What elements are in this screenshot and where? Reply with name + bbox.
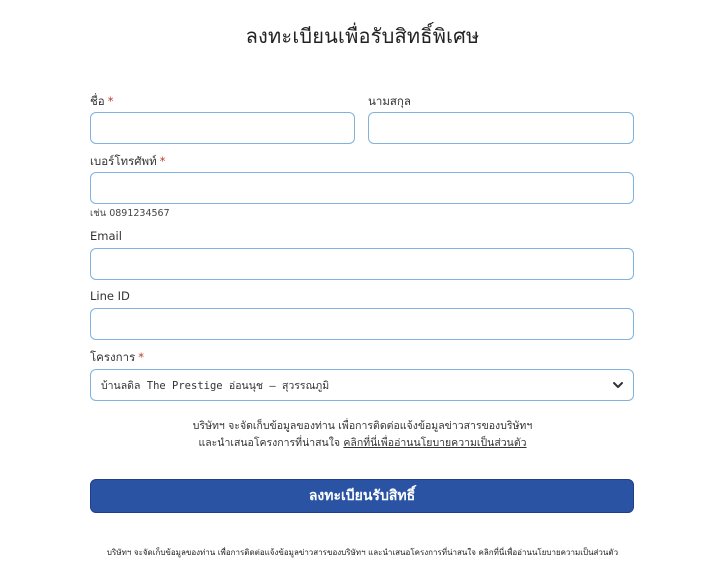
privacy-notice-line2-text: และนำเสนอโครงการที่น่าสนใจ bbox=[198, 437, 341, 449]
project-selected-value: บ้านลดิล The Prestige อ่อนนุช – สุวรรณภูมิ bbox=[101, 379, 330, 392]
privacy-notice-line1: บริษัทฯ จะจัดเก็บข้อมูลของท่าน เพื่อการติดต่อแจ้งข้อมูลข่าวสารของบริษัทฯ bbox=[192, 420, 533, 432]
email-label: Email bbox=[90, 229, 122, 243]
project-select[interactable] bbox=[90, 369, 634, 401]
email-input[interactable] bbox=[90, 248, 634, 280]
project-label-text: โครงการ bbox=[90, 350, 136, 364]
footer-privacy-text: บริษัทฯ จะจัดเก็บข้อมูลของท่าน เพื่อการติดต่อแจ้งข้อมูลข่าวสารของบริษัทฯ และนำเสนอโครงการที่น่าสนใจ คลิกที่นี่เพื่ออ่านนโยบายความเป็นส่วนตัว bbox=[106, 548, 619, 557]
required-mark: * bbox=[107, 94, 114, 108]
phone-label bbox=[90, 153, 165, 171]
first-name-label-text: ชื่อ bbox=[90, 94, 105, 108]
first-name-label bbox=[90, 93, 113, 111]
page-title: ลงทะเบียนเพื่อรับสิทธิ์พิเศษ bbox=[245, 24, 480, 48]
privacy-notice bbox=[90, 418, 635, 452]
first-name-input[interactable] bbox=[90, 112, 355, 144]
phone-hint: เช่น 0891234567 bbox=[90, 208, 170, 219]
privacy-notice-line2 bbox=[90, 435, 635, 452]
privacy-policy-link[interactable]: คลิกที่นี่เพื่ออ่านนโยบายความเป็นส่วนตัว bbox=[343, 437, 527, 449]
phone-label-text: เบอร์โทรศัพท์ bbox=[90, 154, 157, 168]
chevron-down-icon bbox=[611, 378, 625, 392]
last-name-input[interactable] bbox=[368, 112, 634, 144]
line-id-input[interactable] bbox=[90, 308, 634, 340]
project-label bbox=[90, 349, 144, 367]
line-id-label: Line ID bbox=[90, 289, 130, 303]
required-mark: * bbox=[138, 350, 145, 364]
register-submit-button[interactable]: ลงทะเบียนรับสิทธิ์ bbox=[90, 479, 634, 513]
phone-input[interactable] bbox=[90, 172, 634, 204]
required-mark: * bbox=[159, 154, 166, 168]
last-name-label: นามสกุล bbox=[368, 94, 411, 108]
